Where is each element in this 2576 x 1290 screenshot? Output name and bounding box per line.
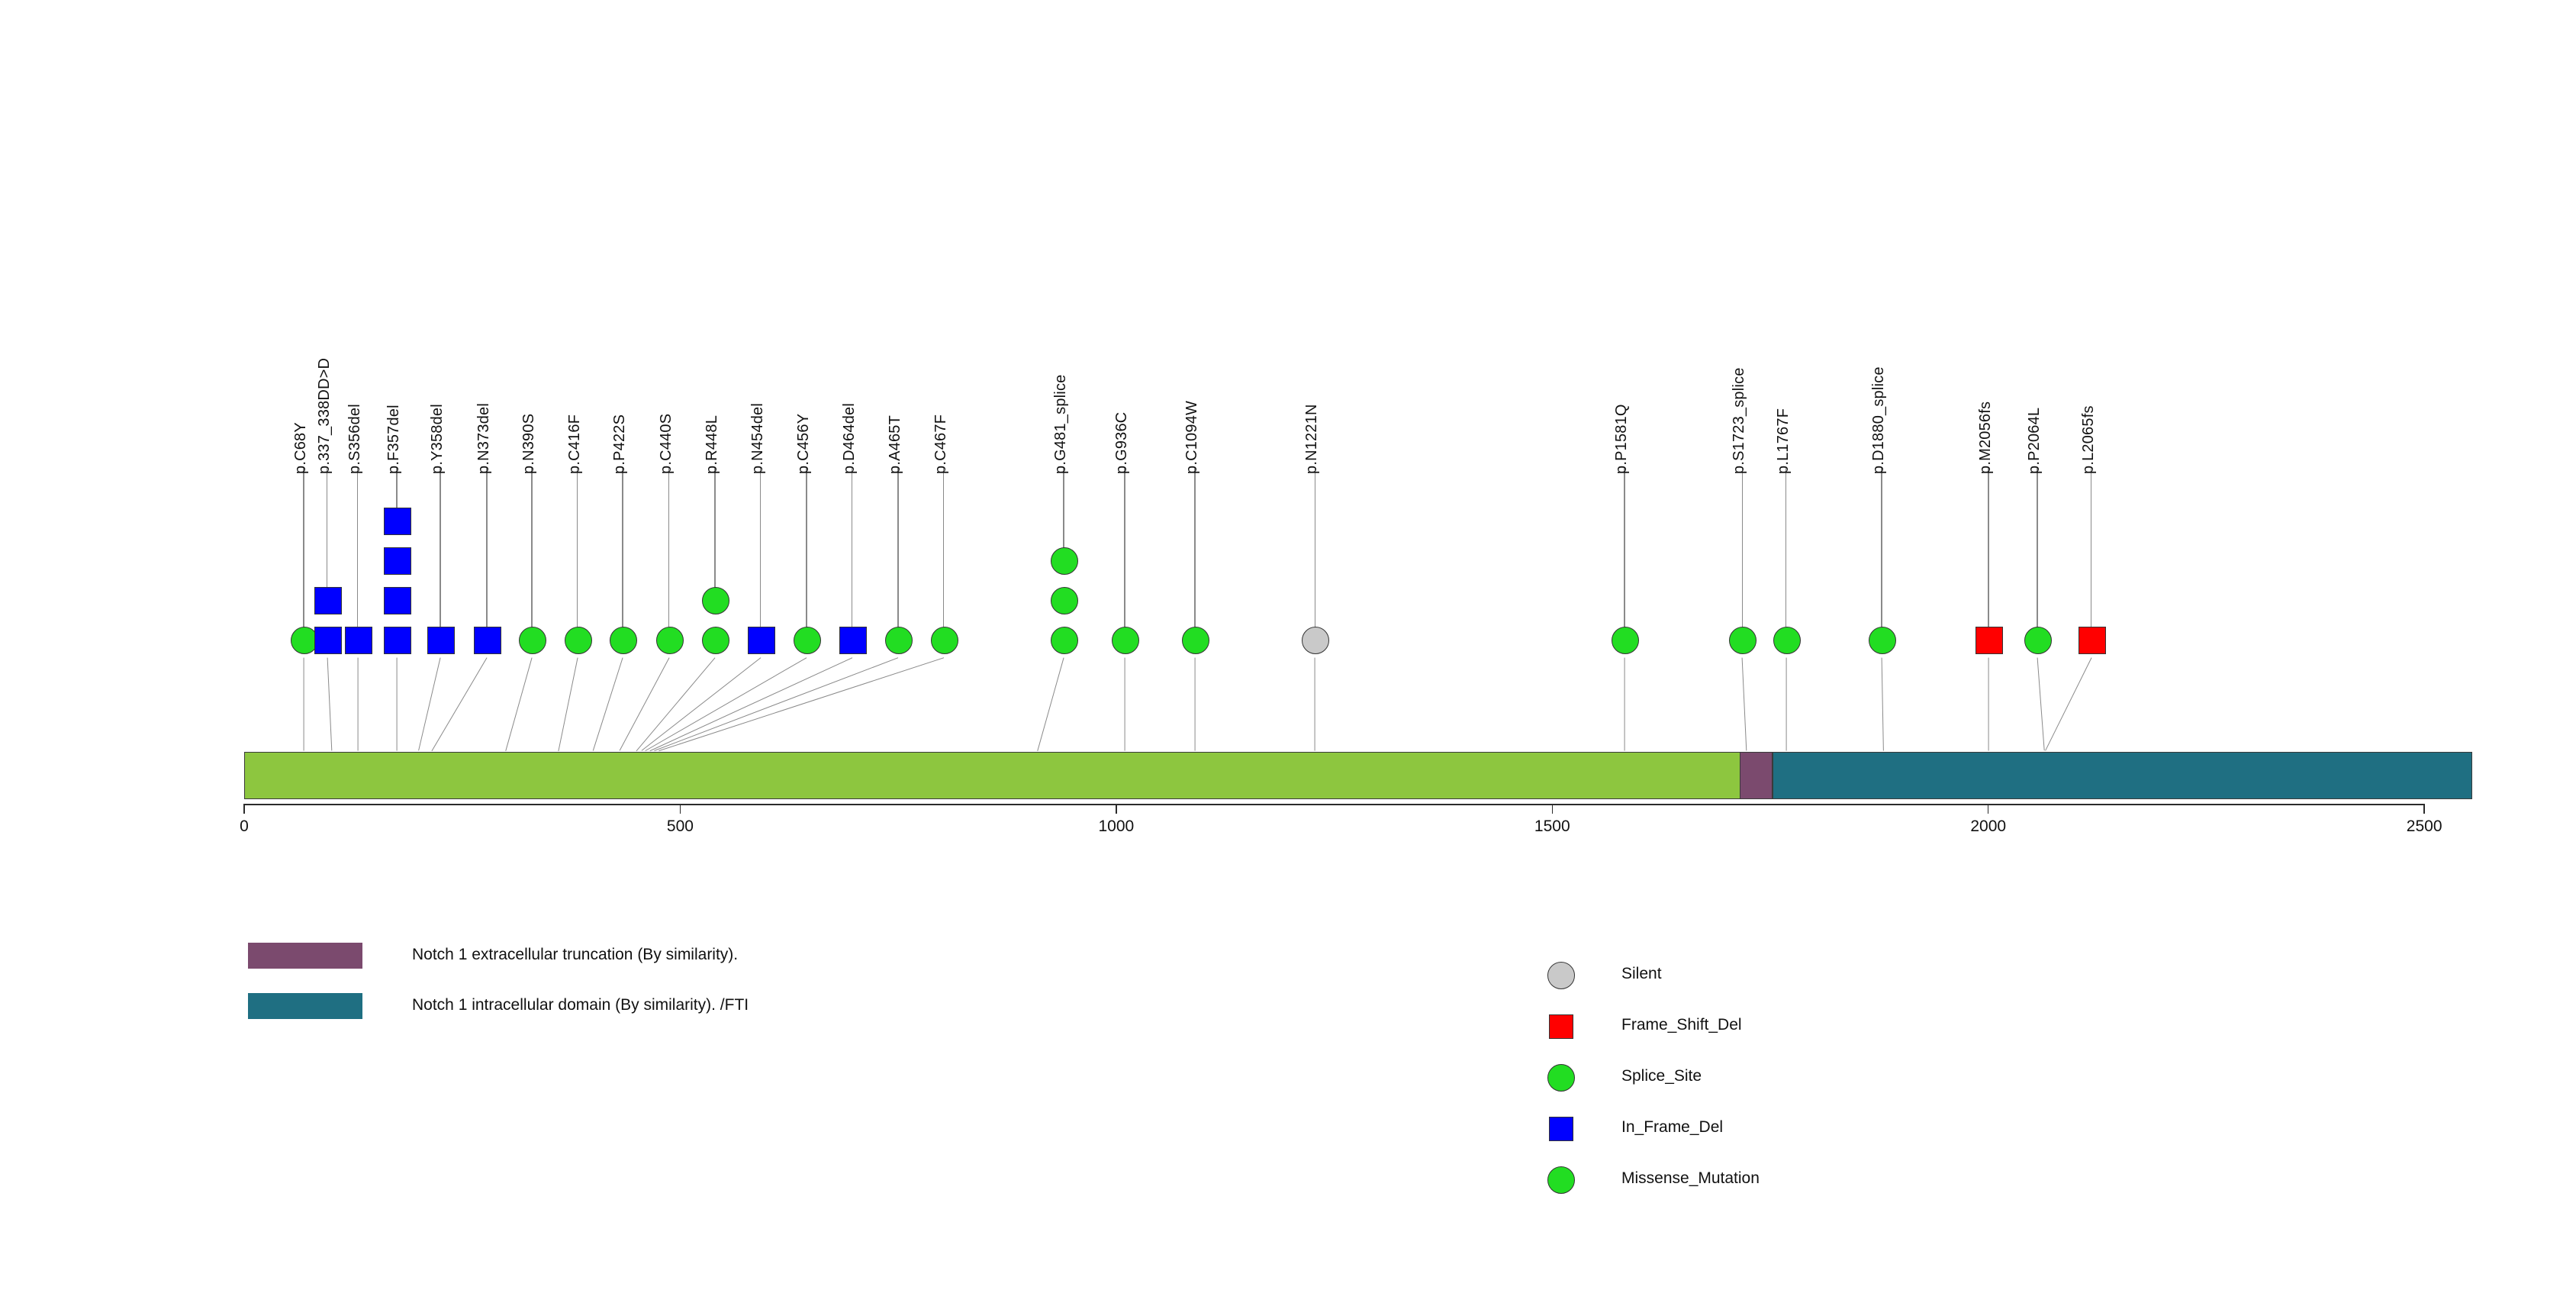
mutation-connector [593,657,623,750]
mutation-label: p.G936C [1113,411,1131,474]
mutation-marker[interactable] [565,627,592,654]
mutation-label: p.D1880_splice [1870,366,1888,474]
lollipop-stem [1742,467,1744,640]
mutation-marker[interactable] [1182,627,1209,654]
x-axis-tick-label: 2500 [2406,818,2442,835]
lollipop-stem [760,467,762,640]
mutation-marker[interactable] [656,627,684,654]
mutation-connector [505,657,532,750]
mutation-connector [1742,658,1747,751]
mutation-connector [558,657,578,750]
mutation-label: p.F357del [385,405,402,474]
legend-type-label: In_Frame_Del [1621,1118,1724,1136]
mutation-label: p.N1221N [1303,404,1321,474]
legend-domain-swatch [248,993,362,1019]
x-axis-tick-label: 0 [240,818,249,835]
mutation-label: p.A465T [887,414,904,474]
legend-domain-label: Notch 1 extracellular truncation (By similarity). [412,946,739,963]
mutation-label: p.G481_splice [1052,374,1070,474]
x-axis-tick-label: 1000 [1098,818,1135,835]
mutation-marker[interactable] [610,627,637,654]
mutation-connector [303,658,304,751]
mutation-marker[interactable] [1051,587,1078,614]
mutation-connector [649,657,852,751]
mutation-marker[interactable] [931,627,958,654]
mutation-marker[interactable] [2024,627,2052,654]
mutation-connector [396,658,397,751]
mutation-label: p.P2064L [2025,407,2043,474]
mutation-label: p.R448L [704,414,721,474]
lollipop-stem [1785,467,1787,640]
mutation-marker[interactable] [1729,627,1757,654]
mutation-marker[interactable] [2079,627,2106,654]
legend-type-label: Silent [1621,965,1662,982]
lollipop-stem [1315,467,1316,640]
mutation-marker[interactable] [384,547,411,575]
mutation-marker[interactable] [702,587,729,614]
lollipop-stem [531,467,533,640]
mutation-label: p.C416F [565,414,583,474]
lollipop-stem [1124,467,1125,640]
lollipop-stem [2037,467,2038,640]
lollipop-stem [357,467,359,640]
x-axis-tick [1552,804,1554,814]
legend-type-swatch [1547,962,1575,989]
x-axis-tick [680,804,681,814]
mutation-marker[interactable] [1051,547,1078,575]
lollipop-stem [668,467,670,640]
mutation-marker[interactable] [427,627,455,654]
mutation-label: p.S356del [346,404,363,474]
lollipop-stem [327,467,328,600]
lollipop-stem [1988,467,1989,640]
legend-type-label: Missense_Mutation [1621,1169,1760,1187]
mutation-label: p.Y358del [429,404,446,474]
mutation-label: p.N454del [749,403,766,474]
lollipop-stem [1063,467,1064,560]
mutation-connector [357,658,358,751]
mutation-label: p.C456Y [795,413,813,474]
mutation-connector [645,657,807,751]
legend-type-label: Splice_Site [1621,1067,1702,1085]
mutation-connector [1037,657,1064,750]
x-axis-tick-label: 1500 [1534,818,1570,835]
mutation-marker[interactable] [384,627,411,654]
mutation-connector [1624,658,1625,751]
mutation-connector [418,657,441,750]
mutation-marker[interactable] [1773,627,1801,654]
x-axis-line [244,804,2424,805]
mutation-connector [654,657,898,751]
mutation-marker[interactable] [519,627,546,654]
legend-domain-label: Notch 1 intracellular domain (By similarity). /FTI [412,996,749,1014]
mutation-marker[interactable] [314,627,342,654]
lollipop-stem [852,467,853,640]
legend-domain-swatch [248,943,362,969]
lollipop-stem [303,467,304,640]
mutation-marker[interactable] [1869,627,1896,654]
x-axis-tick [2423,804,2425,814]
mutation-connector [2037,658,2044,751]
mutation-marker[interactable] [748,627,775,654]
legend-type-swatch [1549,1117,1573,1141]
protein-domain[interactable] [1773,752,2472,799]
mutation-label: p.337_338DD>D [315,357,333,474]
lollipop-stem [622,467,623,640]
mutation-marker[interactable] [885,627,913,654]
mutation-marker[interactable] [1612,627,1639,654]
mutation-connector [1882,658,1884,751]
legend-type-swatch [1547,1064,1575,1092]
mutation-connector [2044,657,2091,751]
mutation-marker[interactable] [1302,627,1329,654]
mutation-label: p.P422S [611,414,628,474]
lollipop-stem [1624,467,1625,640]
x-axis-tick [243,804,245,814]
mutation-connector [636,657,716,751]
lollipop-stem [943,467,945,640]
mutation-label: p.C1094W [1183,400,1200,474]
lollipop-stem [897,467,899,640]
lollipop-stem [806,467,807,640]
mutation-label: p.S1723_splice [1731,367,1748,474]
legend-type-swatch [1549,1014,1573,1039]
mutation-connector [431,657,487,751]
lollipop-stem [714,467,716,600]
mutation-marker[interactable] [839,627,867,654]
mutation-marker[interactable] [314,587,342,614]
mutation-marker[interactable] [1051,627,1078,654]
mutation-label: p.L1767F [1774,408,1792,474]
mutation-label: p.C440S [657,413,675,474]
mutation-connector [619,657,669,751]
mutation-marker[interactable] [384,587,411,614]
legend-type-label: Frame_Shift_Del [1621,1016,1742,1034]
x-axis-tick-label: 500 [666,818,694,835]
mutation-connector [327,658,332,751]
mutation-marker[interactable] [384,508,411,535]
protein-domain[interactable] [1740,752,1773,799]
x-axis-tick [1988,804,1989,814]
lollipop-stem [1881,467,1882,640]
mutation-label: p.C68Y [291,422,309,474]
mutation-label: p.L2065fs [2079,405,2097,474]
mutation-marker[interactable] [702,627,729,654]
mutation-label: p.N373del [475,403,492,474]
mutation-label: p.N390S [520,413,538,474]
mutation-connector [1194,658,1195,751]
mutation-marker[interactable] [1975,627,2003,654]
legend-type-swatch [1547,1166,1575,1194]
mutation-marker[interactable] [794,627,821,654]
lollipop-stem [486,467,488,640]
mutation-label: p.P1581Q [1613,404,1631,474]
mutation-marker[interactable] [345,627,372,654]
mutation-label: p.M2056fs [1976,401,1994,474]
lollipop-stem [2091,467,2092,640]
x-axis-tick-label: 2000 [1970,818,2007,835]
x-axis-tick [1116,804,1117,814]
lollipop-stem [577,467,578,640]
mutation-connector [1785,658,1786,751]
mutation-label: p.D464del [840,403,858,474]
mutation-marker[interactable] [1112,627,1139,654]
mutation-label: p.C467F [932,414,949,474]
mutation-marker[interactable] [474,627,501,654]
lollipop-stem [440,467,441,640]
lollipop-stem [1194,467,1196,640]
